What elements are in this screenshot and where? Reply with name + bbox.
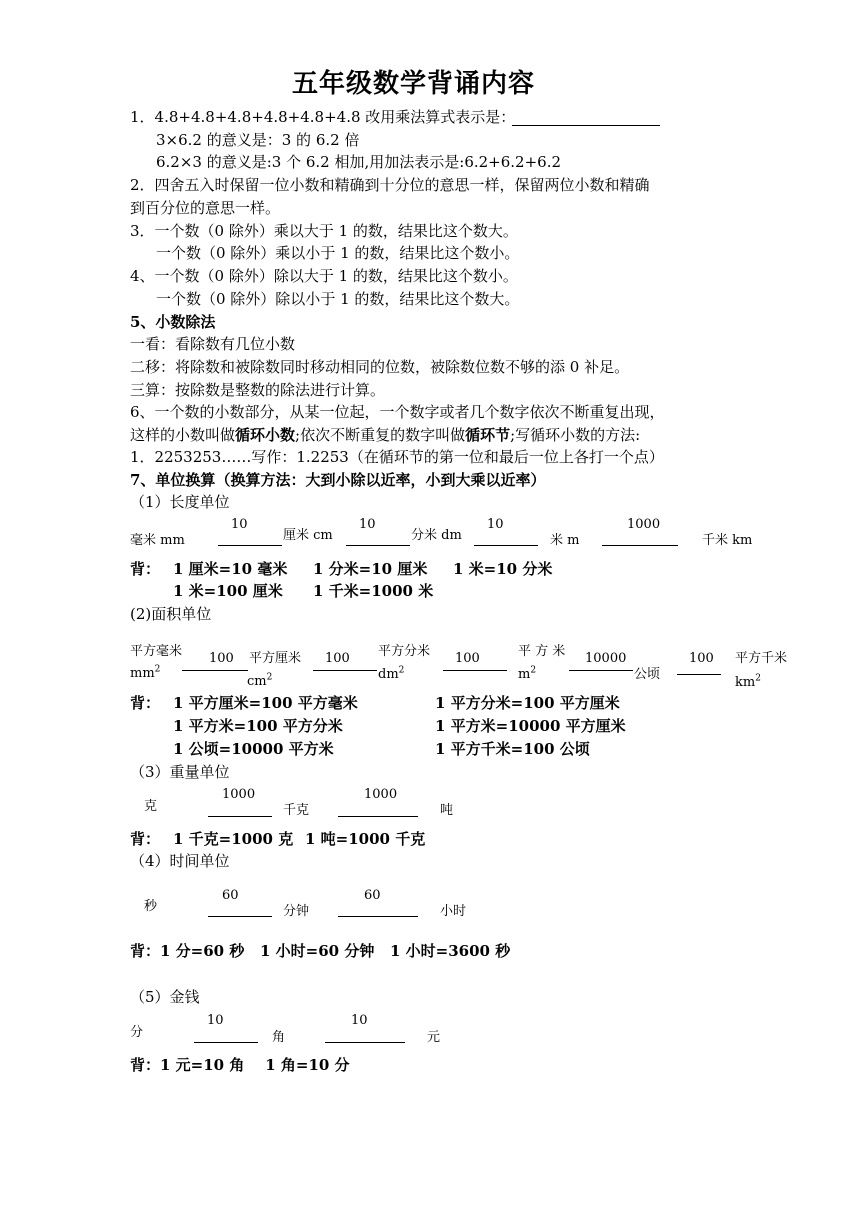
memorize-label: 背：	[130, 560, 161, 578]
time-rate-1: 60	[222, 888, 239, 903]
area-rate-3: 100	[455, 651, 480, 666]
money-heading: （5）金钱	[130, 988, 200, 1006]
length-fact-2: 1 分米=10 厘米	[313, 560, 428, 578]
time-heading: （4）时间单位	[130, 852, 230, 870]
page-title: 五年级数学背诵内容	[292, 69, 536, 99]
money-facts: 背：1 元=10 角 1 角=10 分	[130, 1056, 350, 1074]
unit-sq-m: 平 方 米	[518, 644, 566, 659]
conversion-line	[338, 816, 418, 817]
length-rate-3: 10	[487, 517, 504, 532]
conversion-line	[194, 1042, 258, 1043]
conversion-line	[677, 674, 721, 675]
item-4-line-2: 一个数（0 除外）除以小于 1 的数，结果比这个数大。	[156, 290, 520, 308]
weight-fact-1: 1 千克=1000 克	[173, 830, 294, 848]
unit-dm: 分米 dm	[411, 528, 462, 543]
weight-fact-2: 1 吨=1000 千克	[305, 830, 426, 848]
area-fact-3: 1 平方米=100 平方分米	[173, 717, 343, 735]
conversion-line	[313, 670, 377, 671]
unit-jiao: 角	[272, 1030, 286, 1045]
weight-rate-2: 1000	[364, 787, 398, 802]
unit-kilogram: 千克	[283, 803, 310, 818]
unit-sq-mm: 平方毫米	[130, 644, 183, 659]
area-rate-4: 10000	[585, 651, 627, 666]
area-fact-4: 1 平方米=10000 平方厘米	[435, 717, 626, 735]
memorize-label: 背：	[130, 830, 161, 848]
length-fact-3: 1 米=10 分米	[453, 560, 553, 578]
length-heading: （1）长度单位	[130, 493, 230, 511]
answer-blank	[512, 125, 660, 126]
conversion-line	[443, 670, 507, 671]
conversion-line	[182, 670, 248, 671]
item-4-line-1: 4、一个数（0 除外）除以大于 1 的数，结果比这个数小。	[130, 267, 518, 285]
unit-sq-km: 平方千米	[735, 651, 788, 666]
item-3-line-2: 一个数（0 除外）乘以小于 1 的数，结果比这个数小。	[156, 244, 520, 262]
item-1-line-3: 6.2×3 的意义是:3 个 6.2 相加,用加法表示是:6.2+6.2+6.2	[156, 153, 562, 171]
unit-fen: 分	[130, 1025, 144, 1040]
item-1-line-1: 1．4.8+4.8+4.8+4.8+4.8+4.8 改用乘法算式表示是：	[130, 108, 516, 126]
unit-hectare: 公顷	[634, 667, 661, 682]
length-fact-1: 1 厘米=10 毫米	[173, 560, 288, 578]
unit-sq-km-symbol: $km^2$	[735, 673, 761, 690]
unit-sq-cm-symbol: $cm^2$	[247, 672, 273, 689]
length-rate-2: 10	[359, 517, 376, 532]
conversion-line	[208, 816, 272, 817]
conversion-line	[602, 545, 678, 546]
weight-rate-1: 1000	[222, 787, 256, 802]
conversion-line	[218, 545, 282, 546]
area-fact-5: 1 公顷=10000 平方米	[173, 740, 334, 758]
unit-minute: 分钟	[283, 904, 310, 919]
item-1-line-2: 3×6.2 的意义是：3 的 6.2 倍	[156, 131, 360, 149]
area-fact-2: 1 平方分米=100 平方厘米	[435, 694, 620, 712]
item-2-line-1: 2．四舍五入时保留一位小数和精确到十分位的意思一样，保留两位小数和精确	[130, 176, 650, 194]
time-facts: 背：1 分=60 秒 1 小时=60 分钟 1 小时=3600 秒	[130, 942, 511, 960]
section-5-heading: 5、小数除法	[130, 313, 216, 331]
area-rate-1: 100	[209, 651, 234, 666]
step-calc: 三算：按除数是整数的除法进行计算。	[130, 381, 386, 399]
money-rate-1: 10	[207, 1013, 224, 1028]
length-rate-4: 1000	[627, 517, 661, 532]
unit-cm: 厘米 cm	[283, 528, 333, 543]
item-6-line-1: 6、一个数的小数部分，从某一位起，一个数字或者几个数字依次不断重复出现，	[130, 403, 665, 421]
length-rate-1: 10	[231, 517, 248, 532]
money-rate-2: 10	[351, 1013, 368, 1028]
unit-sq-m-symbol: $m^2$	[518, 665, 537, 682]
area-fact-1: 1 平方厘米=100 平方毫米	[173, 694, 358, 712]
length-fact-5: 1 千米=1000 米	[313, 582, 434, 600]
unit-gram: 克	[144, 799, 158, 814]
area-heading: (2)面积单位	[130, 605, 212, 623]
step-look: 一看：看除数有几位小数	[130, 335, 296, 353]
conversion-line	[325, 1042, 405, 1043]
time-rate-2: 60	[364, 888, 381, 903]
unit-sq-cm: 平方厘米	[249, 651, 302, 666]
unit-ton: 吨	[440, 803, 454, 818]
section-7-heading: 7、单位换算（换算方法：大到小除以近率，小到大乘以近率）	[130, 471, 546, 489]
unit-km: 千米 km	[702, 533, 753, 548]
unit-mm: 毫米 mm	[130, 533, 185, 548]
area-fact-6: 1 平方千米=100 公顷	[435, 740, 590, 758]
conversion-line	[474, 545, 538, 546]
memorize-label: 背：	[130, 694, 161, 712]
unit-sq-dm: 平方分米	[378, 644, 431, 659]
item-6-line-2: 这样的小数叫做循环小数;依次不断重复的数字叫做循环节;写循环小数的方法:	[130, 426, 641, 444]
item-3-line-1: 3．一个数（0 除外）乘以大于 1 的数，结果比这个数大。	[130, 222, 518, 240]
step-move: 二移：将除数和被除数同时移动相同的位数，被除数位数不够的添 0 补足。	[130, 358, 630, 376]
unit-second: 秒	[144, 899, 158, 914]
unit-hour: 小时	[440, 904, 467, 919]
item-6-line-3: 1．2253253……写作：1.2253（在循环节的第一位和最后一位上各打一个点）	[130, 448, 664, 466]
unit-m: 米 m	[550, 533, 580, 548]
conversion-line	[338, 916, 418, 917]
conversion-line	[346, 545, 410, 546]
length-fact-4: 1 米=100 厘米	[173, 582, 283, 600]
unit-sq-dm-symbol: $dm^2$	[378, 665, 405, 682]
area-rate-5: 100	[689, 651, 714, 666]
unit-sq-mm-symbol: $mm^2$	[130, 664, 161, 681]
item-2-line-2: 到百分位的意思一样。	[130, 199, 281, 217]
weight-heading: （3）重量单位	[130, 763, 230, 781]
area-rate-2: 100	[325, 651, 350, 666]
unit-yuan: 元	[427, 1030, 441, 1045]
conversion-line	[208, 916, 272, 917]
conversion-line	[569, 670, 633, 671]
